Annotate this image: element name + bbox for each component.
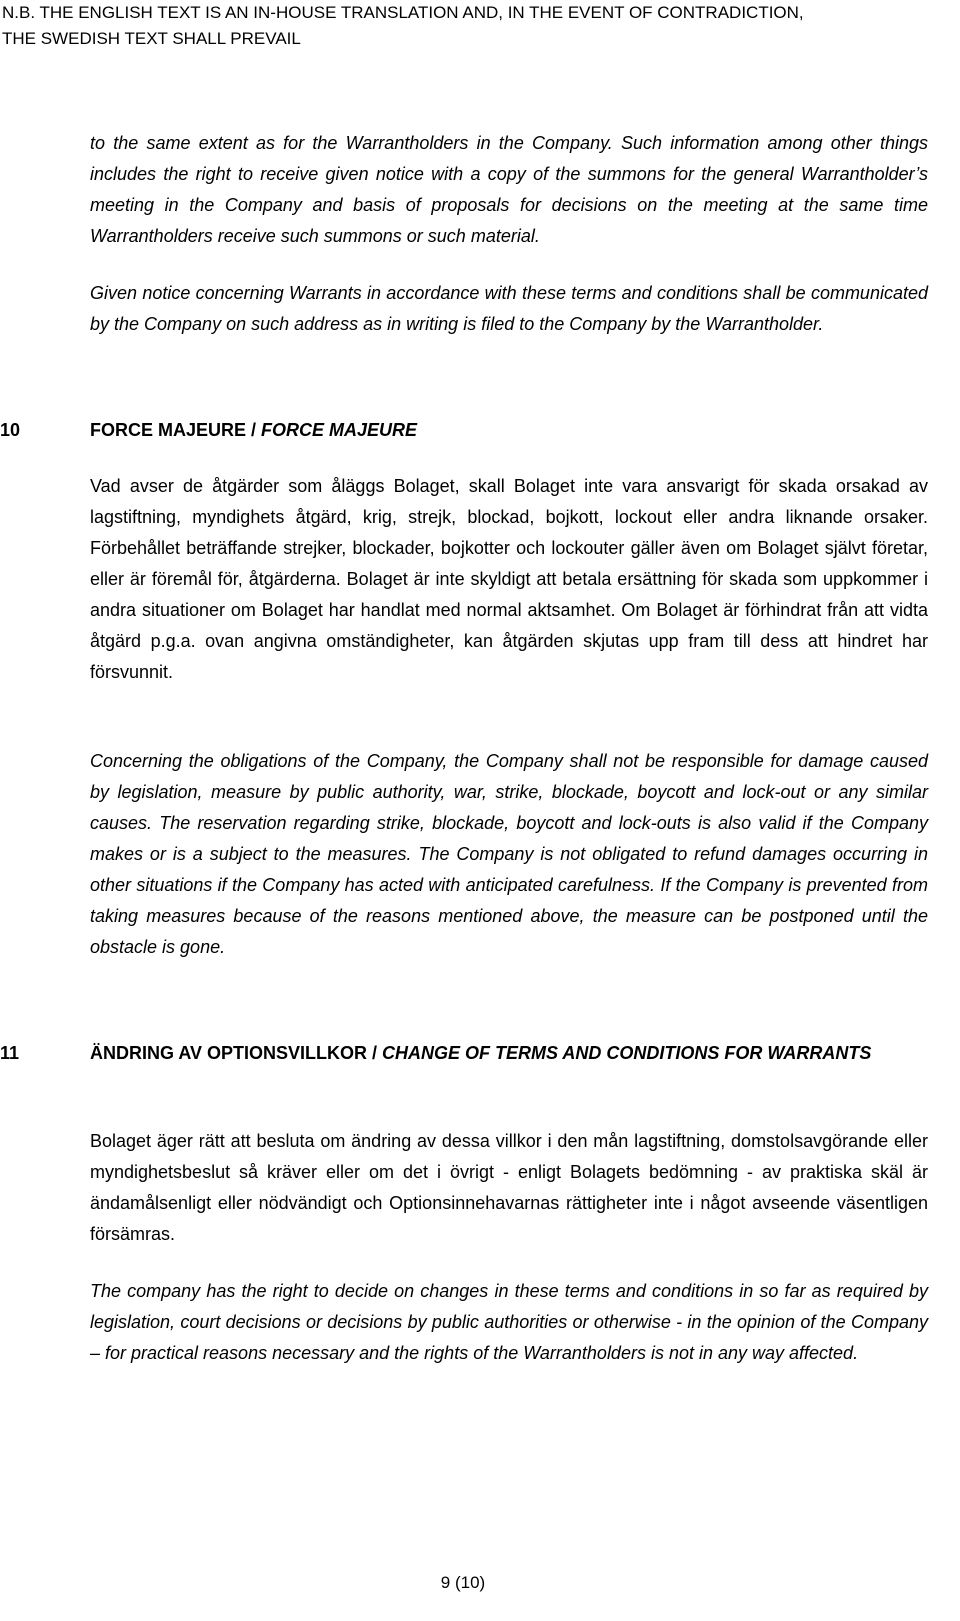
translation-notice-line-1: N.B. THE ENGLISH TEXT IS AN IN-HOUSE TRANSLATION AND, IN THE EVENT OF CONTRADICTION, bbox=[2, 3, 804, 22]
section-11-title-english: CHANGE OF TERMS AND CONDITIONS FOR WARRANTS bbox=[382, 1043, 872, 1063]
section-11-paragraph-swedish: Bolaget äger rätt att besluta om ändring av dessa villkor i den mån lagstiftning, domstolsavgörande eller myndighetsbeslut så kräver eller om det i övrigt - enligt Bolagets bedömning - av praktiska skäl är ändamålsenligt eller nödvändigt och Optionsinnehavarnas rättigheter inte i något avseende väsentligen försämras. bbox=[90, 1131, 928, 1244]
translation-notice-header bbox=[2, 0, 952, 52]
section-10-number: 10 bbox=[0, 420, 21, 440]
section-9-paragraph-english-continued: to the same extent as for the Warrantholders in the Company. Such information among other things includes the right to receive given notice with a copy of the summons for the general Warrantholder’s meeting in the Company and basis of proposals for decisions on the meeting at the same time Warrantholders receive such summons or such material. bbox=[90, 133, 928, 246]
section-10-title-swedish: FORCE MAJEURE / bbox=[90, 420, 262, 440]
page-number: 9 (10) bbox=[440, 1573, 486, 1592]
page-footer bbox=[0, 1571, 960, 1595]
translation-notice-line-2: THE SWEDISH TEXT SHALL PREVAIL bbox=[2, 29, 301, 48]
section-10-title-english: FORCE MAJEURE bbox=[261, 420, 418, 440]
section-11-title-swedish: ÄNDRING AV OPTIONSVILLKOR / bbox=[90, 1043, 383, 1063]
section-11-number: 11 bbox=[0, 1043, 20, 1063]
section-9-notice-paragraph-english: Given notice concerning Warrants in accordance with these terms and conditions shall be communicated by the Company on such address as in writing is filed to the Company by the Warrantholder. bbox=[90, 283, 928, 334]
section-11-paragraph-english: The company has the right to decide on changes in these terms and conditions in so far as required by legislation, court decisions or decisions by public authorities or otherwise - in the opinion of the Company – for practical reasons necessary and the rights of the Warrantholders is not in any way affected. bbox=[90, 1281, 928, 1363]
section-10-title bbox=[90, 415, 928, 446]
section-10-paragraph-english: Concerning the obligations of the Company, the Company shall not be responsible for damage caused by legislation, measure by public authority, war, strike, blockade, boycott and lock-out or any similar causes. The reservation regarding strike, blockade, boycott and lock-outs is also valid if the Company makes or is a subject to the measures. The Company is not obligated to refund damages occurring in other situations if the Company has acted with anticipated carefulness. If the Company is prevented from taking measures because of the reasons mentioned above, the measure can be postponed until the obstacle is gone. bbox=[90, 751, 928, 957]
section-11-title bbox=[90, 1038, 928, 1069]
section-10-paragraph-swedish: Vad avser de åtgärder som åläggs Bolaget, skall Bolaget inte vara ansvarigt för skada orsakad av lagstiftning, myndighets åtgärd, krig, strejk, blockad, bojkott, lockout eller andra liknande orsaker. Förbehållet beträffande strejker, blockader, bojkotter och lockouter gäller även om Bolaget självt företar, eller är föremål för, åtgärderna. Bolaget är inte skyldigt att betala ersättning för skada som uppkommer i andra situationer om Bolaget har handlat med normal aktsamhet. Om Bolaget är förhindrat från att vidta åtgärd p.g.a. ovan angivna omständigheter, kan åtgärden skjutas upp fram till dess att hindret har försvunnit. bbox=[90, 476, 928, 682]
